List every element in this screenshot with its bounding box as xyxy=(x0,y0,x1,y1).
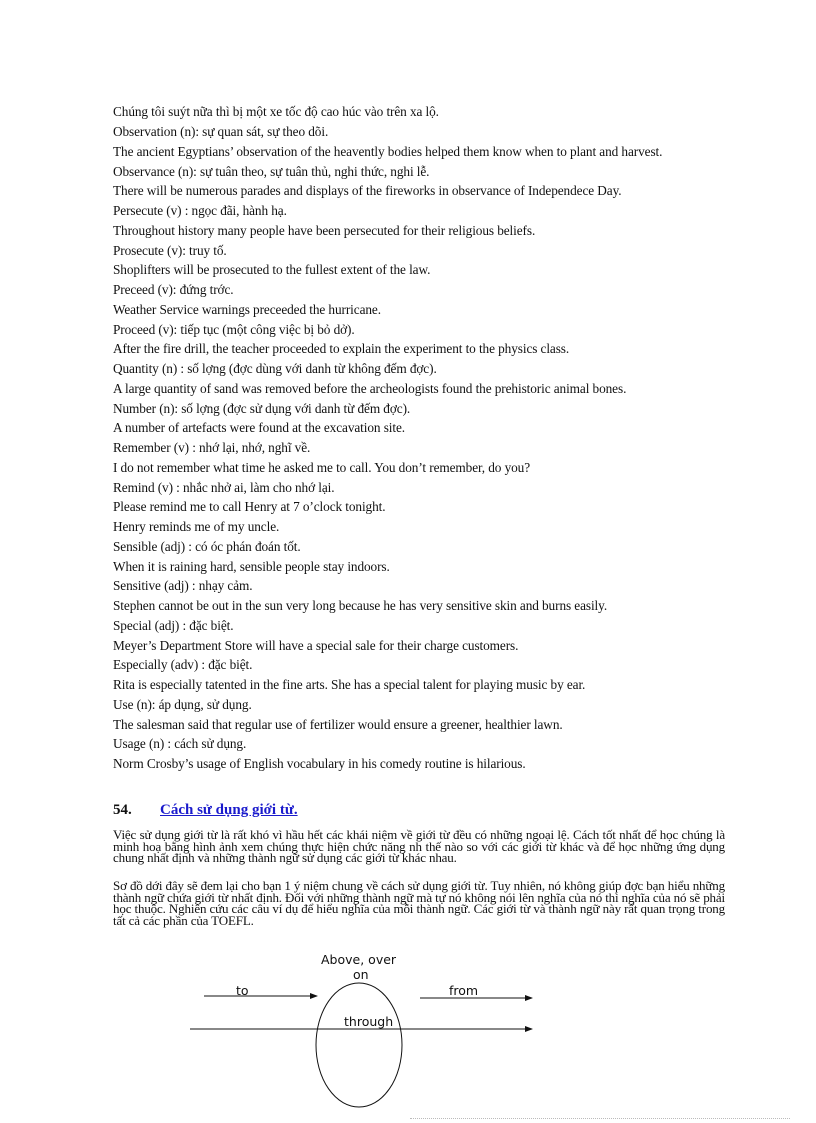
text-line: Remind (v) : nhắc nhở ai, làm cho nhớ lại. xyxy=(113,479,335,495)
text-line: Especially (adv) : đặc biệt. xyxy=(113,657,253,673)
text-line: Observance (n): sự tuân theo, sự tuân thủ, nghi thức, nghi lễ. xyxy=(113,163,430,179)
label-above-over: Above, over xyxy=(321,952,397,967)
label-to: to xyxy=(236,983,249,998)
text-line: Observation (n): sự quan sát, sự theo dõi. xyxy=(113,123,329,139)
text-line: Use (n): áp dụng, sử dụng. xyxy=(113,696,252,712)
diagram-intro-paragraph: Sơ đồ dới đây sẽ đem lại cho bạn 1 ý niệm chung về cách sử dụng giới từ. Tuy nhiên, nó không giúp đợc bạn hiểu những thành ngữ chứa giới từ nhất định. Đối với những thành ngữ mà tự nó không nói lên nghĩa của nó thì nghĩa của nó sẽ phải học thuộc. Nghiên cứu các câu ví dụ để hiểu nghĩa của mỗi thành ngữ. Các giới từ và thành ngữ này rất quan trọng trong tất cả các phần của TOEFL. xyxy=(113,878,725,928)
text-line: After the fire drill, the teacher proceeded to explain the experiment to the physics class. xyxy=(113,341,570,357)
vocabulary-list xyxy=(113,102,713,774)
text-line: Persecute (v) : ngọc đãi, hành hạ. xyxy=(113,203,287,218)
text-line: There will be numerous parades and displays of the fireworks in observance of Independece Day. xyxy=(113,183,622,199)
text-line: A number of artefacts were found at the excavation site. xyxy=(113,420,405,436)
text-line: Sensitive (adj) : nhạy cảm. xyxy=(113,578,253,594)
label-through: through xyxy=(344,1014,394,1029)
text-line: Norm Crosby’s usage of English vocabulary in his comedy routine is hilarious. xyxy=(113,756,526,771)
label-on: on xyxy=(353,967,369,982)
text-line: Number (n): số lợng (đợc sử dụng với danh từ đếm đợc). xyxy=(113,400,411,416)
preposition-diagram xyxy=(180,950,560,1115)
text-line: Henry reminds me of my uncle. xyxy=(113,519,280,534)
text-line: Stephen cannot be out in the sun very long because he has very sensitive skin and burns easily. xyxy=(113,598,608,613)
page-footer-rule xyxy=(410,1118,790,1119)
section-number: 54. xyxy=(113,802,132,818)
intro-paragraph: Việc sử dụng giới từ là rất khó vì hầu hết các khái niệm về giới từ đều có những ngoại lệ. Cách tốt nhất để học chúng là minh hoạ bằng hình ảnh xem chúng thực hiện chức năng nh thế nào so với các giới từ khác và để học những ứng dụng chung nhất định và những thành ngữ sử dụng các giới từ khác nhau. xyxy=(113,827,725,866)
text-line: Please remind me to call Henry at 7 o’clock tonight. xyxy=(113,499,386,515)
text-line: Prosecute (v): truy tố. xyxy=(113,242,227,258)
text-line: Quantity (n) : số lợng (đợc dùng với danh từ không đếm đợc). xyxy=(113,361,437,376)
text-line: Shoplifters will be prosecuted to the fullest extent of the law. xyxy=(113,262,431,278)
section-title-link[interactable]: Cách sử dụng giới từ. xyxy=(160,802,298,818)
text-line: Weather Service warnings preceeded the hurricane. xyxy=(113,301,381,317)
text-line: Chúng tôi suýt nữa thì bị một xe tốc độ cao húc vào trên xa lộ. xyxy=(113,104,439,119)
diagram-circle xyxy=(316,983,402,1107)
text-line: Proceed (v): tiếp tục (một công việc bị bỏ dở). xyxy=(113,321,355,337)
text-line: Special (adj) : đặc biệt. xyxy=(113,617,234,633)
text-line: Preceed (v): đứng trớc. xyxy=(113,282,234,297)
text-line: Remember (v) : nhớ lại, nhớ, nghĩ về. xyxy=(113,440,311,455)
section-heading xyxy=(113,802,298,819)
text-line: A large quantity of sand was removed before the archeologists found the prehistoric animal bones. xyxy=(113,380,627,396)
text-line: Rita is especially tatented in the fine arts. She has a special talent for playing music by ear. xyxy=(113,677,586,692)
text-line: The ancient Egyptians’ observation of the heavently bodies helped them know when to plant and harvest. xyxy=(113,143,663,159)
text-line: The salesman said that regular use of fertilizer would ensure a greener, healthier lawn. xyxy=(113,716,563,732)
text-line: Sensible (adj) : có óc phán đoán tốt. xyxy=(113,538,301,554)
text-line: Usage (n) : cách sử dụng. xyxy=(113,736,247,752)
text-line: I do not remember what time he asked me to call. You don’t remember, do you? xyxy=(113,459,531,475)
text-line: Throughout history many people have been persecuted for their religious beliefs. xyxy=(113,222,536,238)
text-line: When it is raining hard, sensible people stay indoors. xyxy=(113,558,390,574)
text-line: Meyer’s Department Store will have a special sale for their charge customers. xyxy=(113,637,519,653)
label-from: from xyxy=(449,983,479,998)
